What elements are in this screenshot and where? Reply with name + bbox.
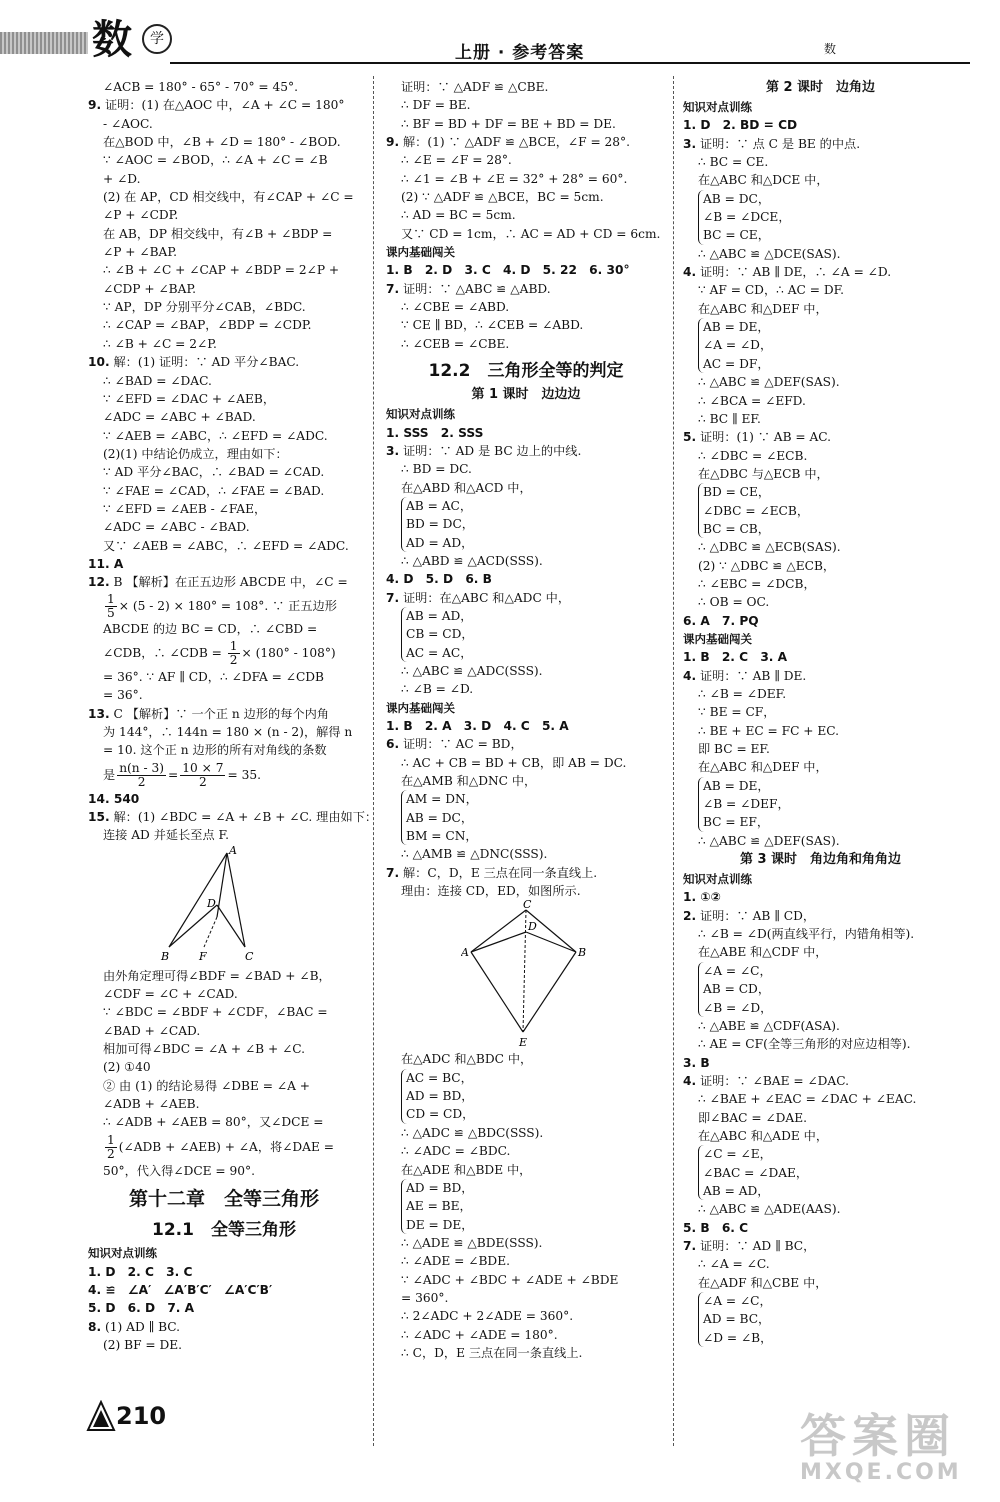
- condition-brace: [698, 1145, 958, 1200]
- text-line: + ∠D.: [103, 171, 141, 186]
- answer-7: 7. 证明：在△ABC 和△ADC 中，: [386, 590, 571, 605]
- watermark-main: 答案圈: [800, 1409, 956, 1463]
- text-line: ∴ ∠B + ∠C + ∠CAP + ∠BDP = 2∠P +: [103, 263, 340, 278]
- text-line: ∠CDF = ∠C + ∠CAD.: [103, 987, 238, 1002]
- text-line: ∴ ∠BCA = ∠EFD.: [698, 393, 806, 408]
- text-line: ∠ADB + ∠AEB.: [103, 1097, 200, 1112]
- text-line: ∵ ∠EFD = ∠DAC + ∠AEB，: [103, 391, 276, 406]
- answer-line: 1. ①②: [683, 890, 721, 905]
- label-a: A: [461, 946, 469, 960]
- subject-logo: 数: [92, 17, 132, 63]
- answer-7: 7. 证明：∵ AD ∥ BC，: [683, 1238, 816, 1253]
- text-line: ∴ ∠ADE = ∠BDE.: [401, 1254, 510, 1269]
- answer-column-3: [683, 78, 958, 1347]
- segment-ad: [471, 932, 526, 952]
- fraction: $\frac{10 \times 7}{2}$: [182, 760, 224, 789]
- answer-10: 10. 解：(1) 证明：∵ AD 平分∠BAC.: [88, 355, 300, 370]
- kite-figure-acbe: [461, 900, 591, 1050]
- text-line: AB = DC，: [703, 191, 771, 206]
- segment-ae: [471, 952, 523, 1032]
- answer-5: 5. 证明：(1) ∵ AB = AC.: [683, 430, 832, 445]
- section-title: 12.1 全等三角形: [152, 1220, 296, 1241]
- answer-12: 12. B 【解析】在正五边形 ABCDE 中，∠C =: [88, 575, 348, 590]
- text-line: ∴ BC ∥ EF.: [698, 411, 761, 426]
- text-line: AC = DF，: [703, 356, 770, 371]
- answer-line: 1. D 2. C 3. C: [88, 1264, 193, 1279]
- subsection-label: 知识对点训练: [683, 872, 752, 887]
- text-line: 连接 AD 并延长至点 F.: [103, 828, 229, 843]
- text-line: AC = AC，: [406, 645, 473, 660]
- text-line: (2) ∵ △DBC ≌ △ECB，: [698, 558, 836, 573]
- page-header: [0, 0, 1000, 70]
- text-line: ∵ ∠AEB = ∠ABC，∴ ∠EFD = ∠ADC.: [103, 428, 328, 443]
- text-line: 在△AMB 和△DNC 中，: [401, 774, 537, 789]
- text-line: ∴ BD = DC.: [401, 462, 472, 477]
- text-line: AM = DN，: [406, 792, 478, 807]
- lesson-title: 第 3 课时 角边角和角角边: [739, 852, 902, 868]
- text-line: 在△BOD 中，∠B + ∠D = 180° - ∠BOD.: [103, 135, 341, 150]
- text-line: ∴ AC + CB = BD + CB，即 AB = DC.: [401, 755, 627, 770]
- condition-brace: [401, 790, 666, 845]
- text-line: ∠CDB，∴ ∠CDB = $\frac{1}{2}$ × (180° - 108°): [103, 638, 336, 667]
- text-line: ∴ ∠B = ∠D.: [401, 682, 474, 697]
- subsection-label: 课内基础闯关: [386, 700, 455, 715]
- text-line: ∠ADC = ∠ABC + ∠BAD.: [103, 410, 256, 425]
- text-line: ∴ ∠B = ∠DEF.: [698, 687, 787, 701]
- answer-14: 14. 540: [88, 791, 140, 806]
- subject-logo-badge: 学: [142, 24, 172, 54]
- text-line: $\frac{1}{2}$ (∠ADB + ∠AEB) + ∠A，将∠DAE =: [107, 1132, 334, 1161]
- fraction: $\frac{n(n - 3)}{2}$: [119, 760, 165, 789]
- text-line: 在△ABD 和△ACD 中，: [401, 480, 532, 495]
- answer-11: 11. A: [88, 556, 124, 571]
- text-line: 在△ABC 和△DCE 中，: [698, 173, 829, 188]
- text-line: ∠D = ∠B，: [703, 1330, 773, 1345]
- text-line: CD = CD，: [406, 1107, 475, 1122]
- text-line: 在△ADE 和△BDE 中，: [401, 1162, 532, 1177]
- subsection-label: 课内基础闯关: [683, 631, 752, 646]
- text-line: ∠DBC = ∠ECB，: [703, 503, 810, 518]
- footer-triangle-icon: [86, 1400, 116, 1434]
- text-line: 在△DBC 与△ECB 中，: [698, 466, 829, 481]
- answer-4: 4. 证明：∵ ∠BAE = ∠DAC.: [683, 1073, 849, 1088]
- text-line: ∠CDP + ∠BAP.: [103, 281, 197, 296]
- text-line: ∴ △ABE ≌ △CDF(ASA).: [698, 1018, 840, 1033]
- text-line: AC = BC，: [406, 1070, 473, 1085]
- text-line: ∠B = ∠D，: [703, 1000, 773, 1015]
- condition-brace: [698, 777, 958, 832]
- text-line: 又∵ CD = 1cm，∴ AC = AD + CD = 6cm.: [401, 226, 661, 241]
- text-line: 即 BC = EF.: [698, 742, 770, 757]
- text-line: 在△ADC 和△BDC 中，: [401, 1052, 533, 1067]
- text-line: ∴ BF = BD + DF = BE + BD = DE.: [401, 116, 616, 131]
- label-b: B: [161, 949, 170, 963]
- text-line: - ∠AOC.: [103, 116, 153, 131]
- text-line: AD = BD，: [406, 1180, 474, 1195]
- text-line: BC = EF，: [703, 815, 770, 830]
- text-line: ∴ ∠B + ∠C = 2∠P.: [103, 336, 217, 351]
- answer-9: 9. 解：(1) ∵ △ADF ≌ △BCE，∠F = 28°.: [386, 135, 631, 150]
- condition-brace: [401, 607, 666, 662]
- text-line: AB = CD，: [703, 982, 771, 997]
- text-line: ∴ C，D，E 三点在同一条直线上.: [401, 1345, 583, 1360]
- answer-6: 6. 证明：∵ AC = BD，: [386, 737, 523, 752]
- header-corner-mark: 数: [824, 42, 837, 56]
- text-line: AB = AC，: [406, 498, 473, 513]
- text-line: ∠A = ∠D，: [703, 338, 773, 353]
- text-line: ∵ ∠ADC + ∠BDC + ∠ADE + ∠BDE: [401, 1272, 619, 1287]
- label-c: C: [523, 900, 532, 912]
- subsection-label: 课内基础闯关: [386, 245, 455, 260]
- label-b: B: [578, 946, 587, 960]
- text-line: ∠A = ∠C，: [703, 1294, 772, 1308]
- condition-brace: [698, 483, 958, 538]
- text-line: (2)(1) 中结论仍成立，理由如下：: [103, 446, 288, 461]
- segment-ca: [471, 910, 526, 952]
- answer-line: 1. D 2. BD = CD: [683, 118, 798, 133]
- text-line: ② 由 (1) 的结论易得 ∠DBE = ∠A +: [103, 1078, 310, 1093]
- answer-7: 7. 证明：∵ △ABC ≌ △ABD.: [386, 281, 551, 296]
- text-line: AD = BC，: [703, 1312, 771, 1327]
- text-line: ∴ AE = CF(全等三角形的对应边相等).: [698, 1037, 911, 1052]
- text-line: ∴ ∠CBE = ∠ABD.: [401, 300, 510, 315]
- text-line: ∠BAD + ∠CAD.: [103, 1023, 201, 1038]
- answer-line: 3. B: [683, 1055, 710, 1070]
- text-line: ∴ △AMB ≌ △DNC(SSS).: [401, 847, 548, 862]
- text-line: ∠B = ∠DCE，: [703, 210, 791, 225]
- subsection-label: 知识对点训练: [88, 1246, 157, 1261]
- text-line: ∴ ∠B = ∠D(两直线平行，内错角相等).: [698, 927, 915, 942]
- text-line: (2) ①40: [103, 1060, 151, 1075]
- text-line: AB = AD，: [406, 608, 473, 623]
- label-d: D: [528, 920, 537, 934]
- text-line: BC = CE，: [703, 228, 770, 243]
- answer-column-2: [386, 78, 666, 1362]
- text-line: 在△ABC 和△ADE 中，: [698, 1128, 829, 1143]
- condition-brace: [401, 1069, 666, 1124]
- text-line: BD = CE，: [703, 485, 771, 500]
- fraction: $\frac{1}{2}$: [107, 1132, 115, 1161]
- text-line: ∴ ∠CAP = ∠BAP，∠BDP = ∠CDP.: [103, 318, 312, 333]
- text-line: ∴ DF = BE.: [401, 98, 471, 113]
- text-line: ∴ ∠ADC + ∠ADE = 180°.: [401, 1327, 558, 1342]
- text-line: ∴ △ABC ≌ △DEF(SAS).: [698, 375, 840, 390]
- text-line: AB = AD，: [703, 1183, 770, 1198]
- text-line: ∴ AD = BC = 5cm.: [401, 208, 516, 223]
- text-line: ∴ ∠1 = ∠B + ∠E = 32° + 28° = 60°.: [401, 171, 628, 186]
- answer-8: 8. (1) AD ∥ BC.: [88, 1319, 181, 1334]
- text-line: ∴ ∠BAE + ∠EAC = ∠DAC + ∠EAC.: [698, 1092, 917, 1107]
- segment-be: [523, 952, 576, 1032]
- condition-brace: [401, 497, 666, 552]
- answer-9: 9. 证明：(1) 在△AOC 中，∠A + ∠C = 180°: [88, 98, 345, 113]
- text-line: 在△ABC 和△DEF 中，: [698, 760, 828, 775]
- text-line: ∴ BC = CE.: [698, 155, 769, 170]
- segment-ab: [169, 853, 227, 947]
- answer-line: 1. SSS 2. SSS: [386, 425, 484, 440]
- text-line: ∴ ∠ADB + ∠AEB = 80°，又∠DCE =: [103, 1115, 324, 1130]
- fraction: $\frac{1}{5}$: [107, 591, 115, 620]
- watermark-sub: MXQE.COM: [800, 1460, 962, 1485]
- header-rule: [170, 62, 970, 64]
- label-d: D: [207, 896, 216, 910]
- chapter-title: 第十二章 全等三角形: [128, 1188, 319, 1211]
- answer-4: 4. 证明：∵ AB ∥ DE.: [683, 668, 807, 683]
- header-decoration: [0, 32, 88, 54]
- text-line: ∴ ∠DBC = ∠ECB.: [698, 448, 808, 463]
- answer-13: 13. C 【解析】∵ 一个正 n 边形的每个内角: [88, 706, 329, 721]
- text-line: ∠A = ∠C，: [703, 963, 772, 978]
- text-line: ∴ ∠CEB = ∠CBE.: [401, 336, 510, 351]
- text-line: (2) ∵ △ADF ≌ △BCE，BC = 5cm.: [401, 190, 604, 205]
- text-line: ∴ BE + EC = FC + EC.: [698, 723, 840, 738]
- text-line: (2) BF = DE.: [103, 1337, 183, 1352]
- text-line: ∴ ∠ADC = ∠BDC.: [401, 1144, 511, 1159]
- segment-bd: [169, 905, 217, 947]
- lesson-title: 第 2 课时 边角边: [765, 80, 876, 95]
- text-line: BM = CN，: [406, 829, 478, 844]
- subsection-label: 知识对点训练: [386, 407, 455, 422]
- text-line: 在△ADF 和△CBE 中，: [698, 1275, 828, 1290]
- text-line: ∴ △DBC ≌ △ECB(SAS).: [698, 540, 841, 555]
- section-title: 12.2 三角形全等的判定: [428, 361, 624, 382]
- text-line: AB = DE，: [703, 778, 770, 793]
- segment-df: [204, 917, 217, 947]
- text-line: ∵ ∠AOC = ∠BOD，∴ ∠A + ∠C = ∠B: [103, 153, 328, 168]
- text-line: $\frac{1}{5}$ × (5 - 2) × 180° = 108°. ∵ 正五边形: [107, 591, 337, 620]
- answer-line: 1. B 2. A 3. D 4. C 5. A: [386, 719, 569, 733]
- header-title: 上册 · 参考答案: [455, 43, 585, 63]
- text-line: DE = DE，: [406, 1217, 474, 1232]
- text-line: ∴ △ABC ≌ △DCE(SAS).: [698, 246, 841, 261]
- text-line: ∵ CE ∥ BD，∴ ∠CEB = ∠ABD.: [401, 318, 584, 333]
- text-line: ∠ACB = 180° - 65° - 70° = 45°.: [103, 80, 298, 94]
- text-line: ∵ ∠BDC = ∠BDF + ∠CDF，∠BAC =: [103, 1005, 328, 1020]
- watermark: [800, 1400, 962, 1485]
- column-divider: [373, 76, 374, 1446]
- text-line: 即∠BAC = ∠DAE.: [698, 1110, 807, 1125]
- label-e: E: [519, 1036, 528, 1050]
- answer-line: 1. B 2. C 3. A: [683, 650, 788, 665]
- label-c: C: [245, 949, 254, 963]
- text-line: ∴ OB = OC.: [698, 595, 770, 610]
- answer-2: 2. 证明：∵ AB ∥ CD，: [683, 908, 816, 923]
- text-line: ∵ ∠EFD = ∠AEB - ∠FAE，: [103, 501, 267, 516]
- column-divider: [673, 76, 674, 1446]
- text-line: ∠B = ∠DEF，: [703, 797, 790, 812]
- text-line: = 360°.: [401, 1290, 449, 1305]
- text-line: ∠C = ∠E，: [703, 1147, 772, 1162]
- answer-15: 15. 解：(1) ∠BDC = ∠A + ∠B + ∠C. 理由如下：: [88, 810, 378, 825]
- page-number: 210: [116, 1402, 167, 1430]
- text-line: (2) 在 AP，CD 相交线中，有∠CAP + ∠C =: [103, 190, 354, 205]
- answer-line: 5. D 6. D 7. A: [88, 1301, 195, 1316]
- text-line: ∵ BE = CF，: [698, 705, 776, 720]
- text-line: 在△ABC 和△DEF 中，: [698, 301, 828, 316]
- text-line: ∴ ∠EBC = ∠DCB，: [698, 576, 816, 591]
- condition-brace: [698, 318, 958, 373]
- text-line: ∠P + ∠BAP.: [103, 245, 177, 260]
- segment-bd: [526, 932, 576, 952]
- condition-brace: [698, 1292, 958, 1347]
- text-line: ∵ ∠FAE = ∠CAD，∴ ∠FAE = ∠BAD.: [103, 483, 325, 498]
- text-line: CB = CD，: [406, 627, 474, 642]
- text-line: BC = CB，: [703, 521, 770, 536]
- text-line: 在△ABE 和△CDF 中，: [698, 945, 828, 960]
- text-line: 50°，代入得∠DCE = 90°.: [103, 1163, 255, 1178]
- text-line: ∴ ∠A = ∠C.: [698, 1257, 770, 1272]
- answer-3: 3. 证明：∵ AD 是 BC 边上的中线.: [386, 443, 582, 458]
- text-line: AD = AD，: [406, 535, 474, 550]
- text-line: 证明：∵ △ADF ≌ △CBE.: [401, 80, 549, 94]
- text-line: ∴ △ABC ≌ △ADC(SSS).: [401, 663, 543, 678]
- text-line: ∴ 2∠ADC + 2∠ADE = 360°.: [401, 1309, 574, 1324]
- label-a: A: [229, 844, 237, 857]
- answer-line: 6. A 7. PQ: [683, 613, 759, 628]
- condition-brace: [698, 190, 958, 245]
- text-line: 相加可得∠BDC = ∠A + ∠B + ∠C.: [103, 1042, 306, 1057]
- text-line: ∠ADC = ∠ABC - ∠BAD.: [103, 520, 250, 535]
- subsection-label: 知识对点训练: [683, 100, 752, 114]
- text-line: 由外角定理可得∠BDF = ∠BAD + ∠B，: [103, 968, 331, 983]
- label-f: F: [199, 949, 207, 963]
- answer-line: 5. B 6. C: [683, 1220, 749, 1235]
- text-line: ∵ AP，DP 分别平分∠CAB，∠BDC.: [103, 300, 306, 315]
- text-line: = 36°. ∵ AF ∥ CD，∴ ∠DFA = ∠CDB: [103, 669, 325, 684]
- text-line: = 36°.: [103, 688, 143, 703]
- answer-line: 4. ≌ ∠A′ ∠A′B′C′ ∠A′C′B′: [88, 1282, 273, 1297]
- text-line: ∴ △ABC ≌ △ADE(AAS).: [698, 1202, 841, 1217]
- text-line: ∴ △ABC ≌ △DEF(SAS).: [698, 833, 840, 848]
- text-line: AE = BE，: [406, 1199, 472, 1214]
- answer-column-1: [88, 78, 378, 1354]
- answer-4: 4. 证明：∵ AB ∥ DE，∴ ∠A = ∠D.: [683, 265, 892, 280]
- condition-brace: [698, 962, 958, 1017]
- text-line: 理由：连接 CD，ED，如图所示.: [401, 884, 581, 899]
- text-line: 是 $\frac{n(n - 3)}{2}$ = $\frac{10 \times 7}{2}$ = 35.: [103, 760, 261, 789]
- text-line: 为 144°，∴ 144n = 180 × (n - 2)，解得 n: [103, 725, 353, 739]
- text-line: ∴ ∠BAD = ∠DAC.: [103, 373, 212, 388]
- text-line: ∠BAC = ∠DAE，: [703, 1165, 809, 1180]
- triangle-figure-abc: [149, 845, 299, 967]
- text-line: ∴ △ADE ≌ △BDE(SSS).: [401, 1235, 543, 1250]
- text-line: AB = DE，: [703, 320, 770, 335]
- text-line: ∠P + ∠CDP.: [103, 208, 179, 223]
- text-line: AB = DC，: [406, 810, 474, 825]
- answer-line: 1. B 2. D 3. C 4. D 5. 22 6. 30°: [386, 263, 630, 278]
- text-line: ABCDE 的边 BC = CD，∴ ∠CBD =: [103, 621, 318, 636]
- text-line: ∵ AF = CD，∴ AC = DF.: [698, 283, 845, 298]
- lesson-title: 第 1 课时 边边边: [471, 387, 581, 403]
- text-line: 在 AB，DP 相交线中，有∠B + ∠BDP =: [103, 226, 333, 241]
- answer-7: 7. 解：C，D，E 三点在同一条直线上.: [386, 865, 598, 880]
- text-line: ∵ AD 平分∠BAC，∴ ∠BAD = ∠CAD.: [103, 465, 325, 480]
- text-line: ∴ △ADC ≌ △BDC(SSS).: [401, 1125, 544, 1140]
- text-line: AD = BD，: [406, 1089, 474, 1104]
- condition-brace: [401, 1179, 666, 1234]
- text-line: ∴ ∠E = ∠F = 28°.: [401, 153, 512, 168]
- text-line: ∴ △ABD ≌ △ACD(SSS).: [401, 553, 543, 568]
- text-line: 又∵ ∠AEB = ∠ABC，∴ ∠EFD = ∠ADC.: [103, 538, 349, 553]
- segment-ce: [523, 910, 526, 1032]
- fraction: $\frac{1}{2}$: [229, 638, 238, 667]
- answer-3: 3. 证明：∵ 点 C 是 BE 的中点.: [683, 136, 861, 151]
- text-line: BD = DC，: [406, 517, 474, 532]
- text-line: = 10. 这个正 n 边形的所有对角线的条数: [103, 743, 327, 758]
- answer-line: 4. D 5. D 6. B: [386, 572, 492, 587]
